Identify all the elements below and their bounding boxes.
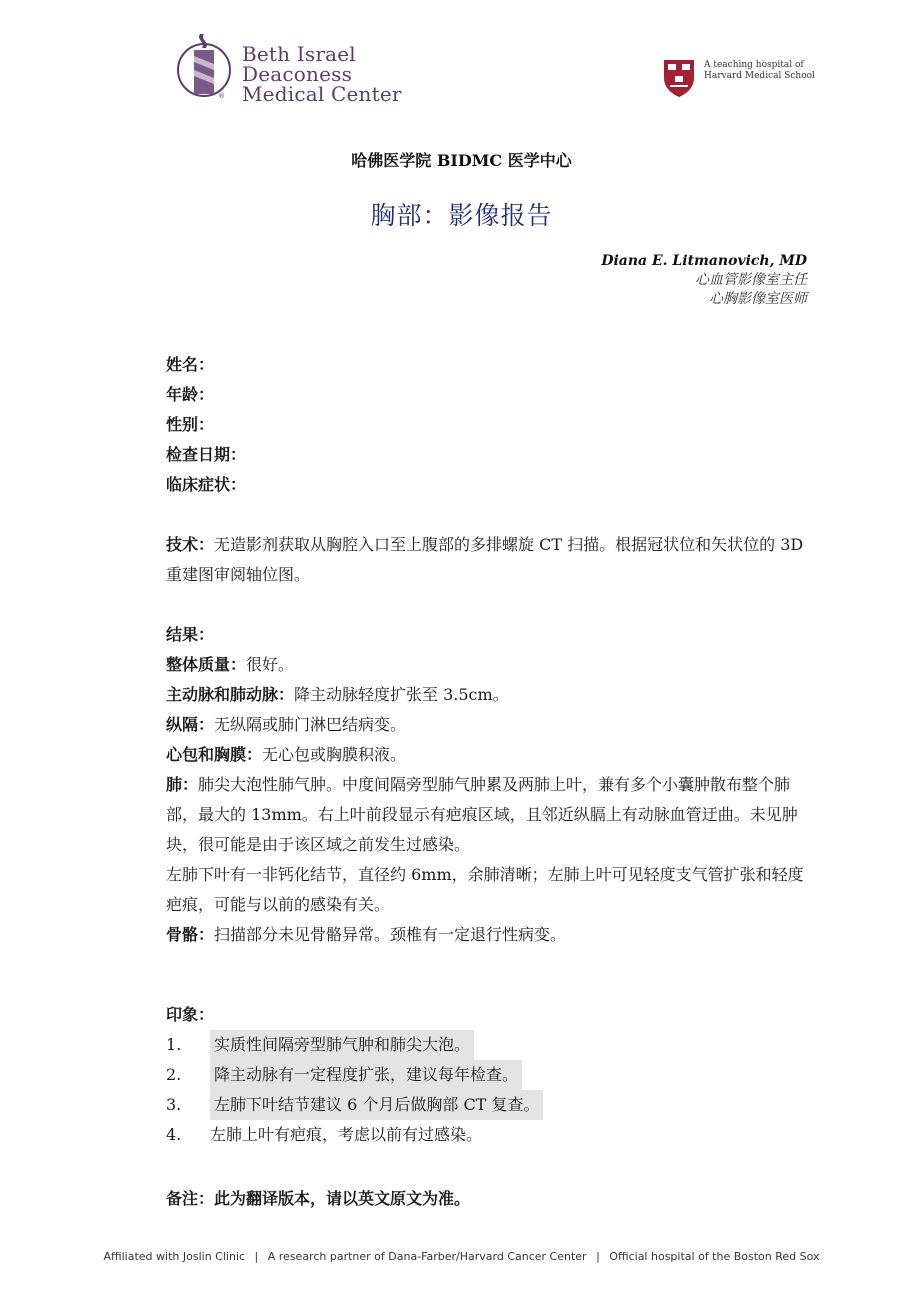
item-number: 4. (166, 1125, 182, 1144)
technique-section (166, 530, 816, 590)
result-text: 肺尖大泡性肺气肿。中度间隔旁型肺气肿累及两肺上叶，兼有多个小囊肿散布整个肺部，最大的 13mm。右上叶前段显示有疤痕区域，且邻近纵膈上有动脉血管迂曲。未见肿块，很可能是由于该区域之前发生过感染。 (166, 775, 798, 854)
result-item (166, 680, 816, 710)
item-text: 左肺上叶有疤痕，考虑以前有过感染。 (210, 1125, 483, 1144)
doctor-role-1: 心血管影像室主任 (695, 272, 807, 288)
results-label: 结果： (166, 625, 215, 644)
result-item (166, 710, 816, 740)
result-item (166, 920, 816, 950)
result-text: 很好。 (246, 655, 295, 674)
result-text: 左肺下叶有一非钙化结节，直径约 6mm，余肺清晰；左肺上叶可见轻度支气管扩张和轻度疤痕，可能与以前的感染有关。 (166, 865, 804, 914)
item-number: 1. (166, 1035, 182, 1054)
svg-text:®: ® (218, 92, 225, 100)
hospital-title: 哈佛医学院 BIDMC 医学中心 (351, 151, 572, 170)
exam-date-label: 检查日期： (166, 445, 247, 464)
result-text: 无纵隔或肺门淋巴结病变。 (214, 715, 407, 734)
patient-name-label: 姓名： (166, 355, 215, 374)
report-title: 胸部：影像报告 (370, 201, 553, 230)
result-item (166, 770, 816, 860)
item-text: 实质性间隔旁型肺气肿和肺尖大泡。 (210, 1030, 474, 1060)
result-text: 无心包或胸膜积液。 (262, 745, 407, 764)
impression-list (166, 1030, 543, 1150)
impression-section (166, 1000, 543, 1150)
item-number: 2. (166, 1065, 182, 1084)
hms-line1: A teaching hospital of (704, 60, 804, 70)
result-text: 降主动脉轻度扩张至 3.5cm。 (294, 685, 509, 704)
footer-separator: | (254, 1250, 259, 1263)
doctor-role-2: 心胸影像室医师 (709, 291, 807, 307)
doctor-info (601, 252, 807, 309)
clinical-symptoms-label: 临床症状： (166, 475, 247, 494)
hms-line2: Harvard Medical School (704, 71, 815, 81)
footer-part-1: Affiliated with Joslin Clinic (103, 1250, 246, 1263)
item-text: 左肺下叶结节建议 6 个月后做胸部 CT 复查。 (210, 1090, 543, 1120)
logo-line2: Medical Center (242, 82, 402, 106)
patient-age-label: 年龄： (166, 385, 215, 404)
result-text: 扫描部分未见骨骼异常。颈椎有一定退行性病变。 (214, 925, 567, 944)
result-label: 骨骼： (166, 925, 215, 944)
result-label: 纵隔： (166, 715, 215, 734)
result-label: 肺： (166, 775, 199, 794)
footer-part-3: Official hospital of the Boston Red Sox (609, 1250, 820, 1263)
result-item (166, 860, 816, 920)
item-number: 3. (166, 1095, 182, 1114)
footer (0, 1250, 923, 1263)
technique-label: 技术： (166, 535, 215, 554)
harvard-text (704, 60, 815, 82)
doctor-name: Diana E. Litmanovich, MD (601, 253, 807, 269)
bidmc-emblem-icon (176, 28, 232, 100)
list-item (166, 1120, 543, 1150)
patient-fields (166, 350, 246, 500)
list-item (166, 1030, 543, 1060)
item-text: 降主动脉有一定程度扩张，建议每年检查。 (210, 1060, 522, 1090)
list-item (166, 1060, 543, 1090)
results-section (166, 620, 816, 950)
result-label: 主动脉和肺动脉： (166, 685, 295, 704)
bidmc-logo (176, 28, 466, 104)
result-item (166, 740, 816, 770)
footer-part-2: A research partner of Dana-Farber/Harvard Cancer Center (267, 1250, 587, 1263)
translation-note: 备注：此为翻译版本，请以英文原文为准。 (166, 1189, 471, 1208)
list-item (166, 1090, 543, 1120)
bidmc-logo-text (242, 44, 466, 104)
harvard-shield-icon (662, 58, 696, 98)
harvard-affiliation (662, 56, 822, 100)
footer-separator: | (596, 1250, 600, 1263)
result-item (166, 650, 816, 680)
result-label: 心包和胸膜： (166, 745, 263, 764)
technique-text: 无造影剂获取从胸腔入口至上腹部的多排螺旋 CT 扫描。根据冠状位和矢状位的 3D 重建图审阅轴位图。 (166, 535, 804, 584)
impression-label: 印象： (166, 1005, 215, 1024)
result-label: 整体质量： (166, 655, 247, 674)
logo-line1: Beth Israel Deaconess (242, 42, 356, 86)
patient-sex-label: 性别： (166, 415, 215, 434)
